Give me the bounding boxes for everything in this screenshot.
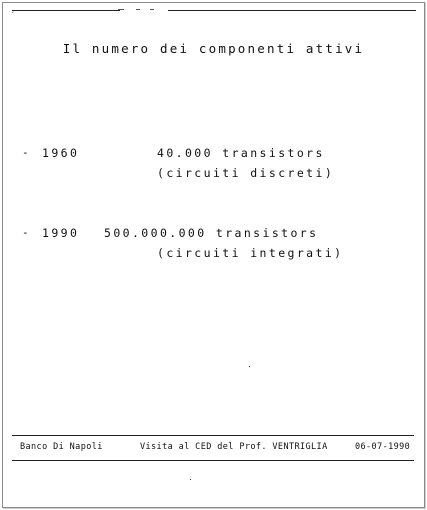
entry-bullet: - <box>22 146 32 159</box>
entry-count: 500.000.000 transistors <box>104 226 319 240</box>
entry-row <box>0 146 427 186</box>
entry-bullet: - <box>22 226 32 239</box>
scan-speck <box>190 479 191 480</box>
footer-top-rule <box>12 435 414 436</box>
page-title: Il numero dei componenti attivi <box>62 41 365 56</box>
footer-bottom-rule <box>12 460 414 461</box>
top-rule-dash <box>118 9 124 10</box>
footer-date: 06-07-1990 <box>355 442 411 452</box>
entry-year: 1960 <box>42 146 80 160</box>
entry-row <box>0 226 427 266</box>
entry-count: 40.000 transistors <box>157 146 325 160</box>
footer-event: Visita al CED del Prof. VENTRIGLIA <box>140 442 328 452</box>
top-rule-dash <box>136 9 140 10</box>
entry-description: (circuiti discreti) <box>157 166 335 180</box>
scan-speck <box>249 366 250 367</box>
entry-year: 1990 <box>42 226 80 240</box>
footer-organization: Banco Di Napoli <box>20 442 103 452</box>
corner-tick-mark: ´ <box>10 11 15 20</box>
entry-description: (circuiti integrati) <box>157 246 344 260</box>
top-rule-dash <box>150 9 154 10</box>
top-rule-gap <box>120 6 168 12</box>
top-rule <box>12 10 416 11</box>
